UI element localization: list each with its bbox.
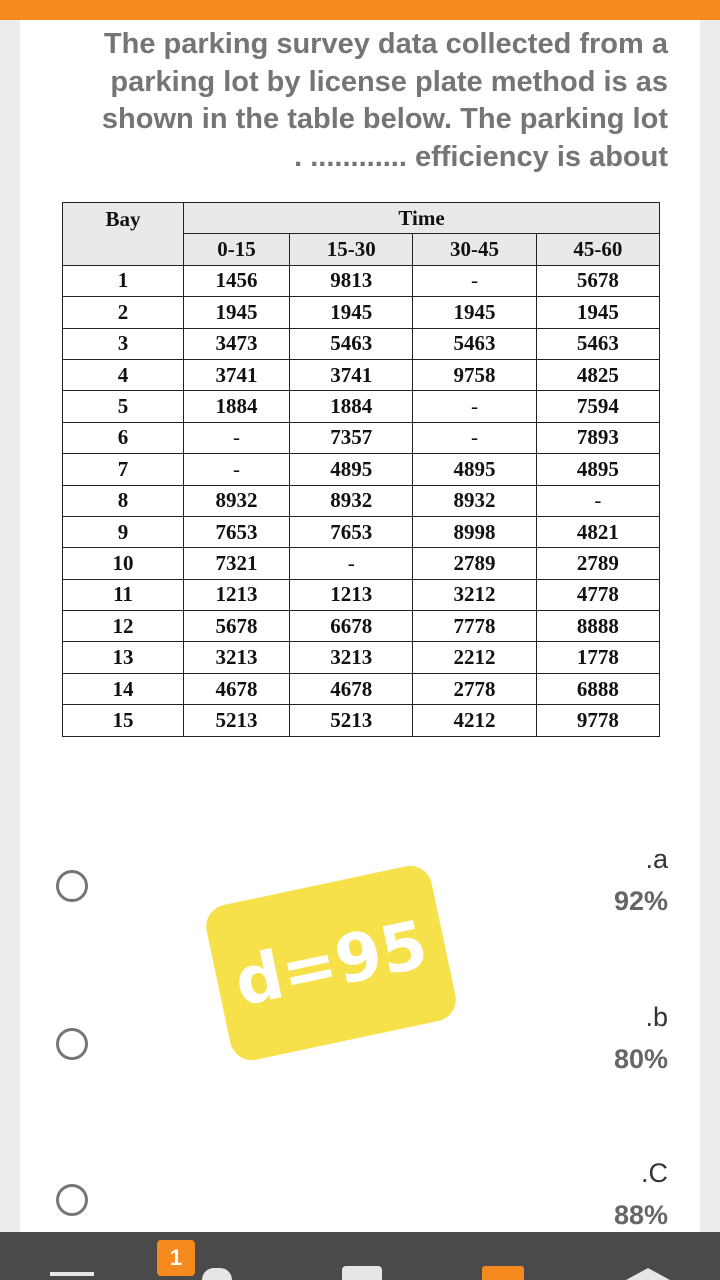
plate-count-cell: 4895: [290, 454, 413, 485]
question-text: [60, 26, 668, 176]
plate-count-cell: 3741: [184, 359, 290, 390]
plate-count-cell: 5678: [184, 611, 290, 642]
option-letter: .C: [641, 1158, 668, 1188]
bottom-navigation: [0, 1232, 720, 1280]
plate-count-cell: -: [413, 422, 536, 453]
plate-count-cell: 8888: [536, 611, 659, 642]
bay-number-cell: 1: [63, 265, 184, 296]
plate-count-cell: 5463: [413, 328, 536, 359]
plate-count-cell: 8932: [290, 485, 413, 516]
plate-count-cell: -: [184, 422, 290, 453]
option-value: 88%: [613, 1200, 668, 1230]
plate-count-cell: 3473: [184, 328, 290, 359]
plate-count-cell: -: [184, 454, 290, 485]
option-letter: .b: [645, 1002, 668, 1032]
table-row: [63, 705, 660, 736]
plate-count-cell: 7321: [184, 548, 290, 579]
table-row: [63, 359, 660, 390]
time-header: Time: [184, 203, 660, 234]
option-value: 92%: [613, 886, 668, 916]
table-body: [63, 265, 660, 736]
plate-count-cell: 6888: [536, 673, 659, 704]
plate-count-cell: 2212: [413, 642, 536, 673]
plate-count-cell: 7653: [290, 516, 413, 547]
plate-count-cell: 8932: [184, 485, 290, 516]
question-line-2: parking lot by license plate method is as: [110, 65, 668, 98]
sticker-text: d=95: [227, 905, 435, 1021]
plate-count-cell: 5463: [536, 328, 659, 359]
plate-count-cell: 7653: [184, 516, 290, 547]
bay-header: Bay: [63, 203, 184, 266]
plate-count-cell: 1213: [290, 579, 413, 610]
plate-count-cell: 7357: [290, 422, 413, 453]
time-column-header: 0-15: [184, 234, 290, 265]
question-line-4: . ............ efficiency is about: [294, 140, 668, 173]
plate-count-cell: 4895: [536, 454, 659, 485]
plate-count-cell: 1884: [290, 391, 413, 422]
option-letter: .a: [645, 844, 668, 874]
plate-count-cell: 1456: [184, 265, 290, 296]
option-value: 80%: [613, 1044, 668, 1074]
table-row: [63, 454, 660, 485]
plate-count-cell: 7594: [536, 391, 659, 422]
parking-survey-table: [62, 202, 660, 737]
plate-count-cell: 8998: [413, 516, 536, 547]
bay-number-cell: 13: [63, 642, 184, 673]
plate-count-cell: 9778: [536, 705, 659, 736]
table-row: [63, 265, 660, 296]
plate-count-cell: 1945: [413, 297, 536, 328]
plate-count-cell: 2778: [413, 673, 536, 704]
bay-number-cell: 14: [63, 673, 184, 704]
bay-number-cell: 12: [63, 611, 184, 642]
bay-number-cell: 10: [63, 548, 184, 579]
bay-number-cell: 9: [63, 516, 184, 547]
time-column-header: 45-60: [536, 234, 659, 265]
plate-count-cell: -: [413, 265, 536, 296]
time-column-header: 15-30: [290, 234, 413, 265]
table-row: [63, 642, 660, 673]
top-accent-bar: [0, 0, 720, 20]
chat-icon[interactable]: [342, 1266, 382, 1280]
time-column-header: 30-45: [413, 234, 536, 265]
plate-count-cell: 3213: [184, 642, 290, 673]
bay-number-cell: 15: [63, 705, 184, 736]
plate-count-cell: 5463: [290, 328, 413, 359]
plate-count-cell: 2789: [536, 548, 659, 579]
plate-count-cell: 6678: [290, 611, 413, 642]
table-row: [63, 297, 660, 328]
table-row: [63, 485, 660, 516]
plate-count-cell: 4821: [536, 516, 659, 547]
plate-count-cell: 7778: [413, 611, 536, 642]
plate-count-cell: 1945: [290, 297, 413, 328]
calendar-icon[interactable]: [482, 1266, 524, 1280]
bay-number-cell: 2: [63, 297, 184, 328]
question-card: [20, 20, 700, 1232]
table-row: [63, 611, 660, 642]
plate-count-cell: 1945: [536, 297, 659, 328]
question-line-1: The parking survey data collected from a: [103, 28, 668, 60]
plate-count-cell: 8932: [413, 485, 536, 516]
plate-count-cell: 4678: [184, 673, 290, 704]
bay-number-cell: 7: [63, 454, 184, 485]
table-row: [63, 391, 660, 422]
plate-count-cell: 9758: [413, 359, 536, 390]
plate-count-cell: -: [290, 548, 413, 579]
table-row: [63, 579, 660, 610]
plate-count-cell: 1213: [184, 579, 290, 610]
home-icon[interactable]: [626, 1268, 670, 1280]
table-row: [63, 328, 660, 359]
radio-button-b[interactable]: [56, 1028, 88, 1060]
plate-count-cell: 5678: [536, 265, 659, 296]
plate-count-cell: 2789: [413, 548, 536, 579]
bay-number-cell: 8: [63, 485, 184, 516]
bay-number-cell: 11: [63, 579, 184, 610]
plate-count-cell: 1778: [536, 642, 659, 673]
radio-button-c[interactable]: [56, 1184, 88, 1216]
notification-badge[interactable]: 1: [157, 1240, 195, 1276]
table-row: [63, 673, 660, 704]
bay-number-cell: 6: [63, 422, 184, 453]
table-row: [63, 548, 660, 579]
plate-count-cell: 3212: [413, 579, 536, 610]
plate-count-cell: 4895: [413, 454, 536, 485]
plate-count-cell: 7893: [536, 422, 659, 453]
plate-count-cell: -: [536, 485, 659, 516]
plate-count-cell: 3741: [290, 359, 413, 390]
plate-count-cell: -: [413, 391, 536, 422]
plate-count-cell: 4778: [536, 579, 659, 610]
plate-count-cell: 5213: [290, 705, 413, 736]
plate-count-cell: 9813: [290, 265, 413, 296]
plate-count-cell: 1884: [184, 391, 290, 422]
radio-button-a[interactable]: [56, 870, 88, 902]
table-row: [63, 516, 660, 547]
notification-icon[interactable]: [202, 1268, 232, 1280]
plate-count-cell: 5213: [184, 705, 290, 736]
plate-count-cell: 4678: [290, 673, 413, 704]
plate-count-cell: 4212: [413, 705, 536, 736]
bay-number-cell: 4: [63, 359, 184, 390]
plate-count-cell: 4825: [536, 359, 659, 390]
bay-number-cell: 5: [63, 391, 184, 422]
bay-number-cell: 3: [63, 328, 184, 359]
menu-icon[interactable]: [50, 1272, 94, 1276]
plate-count-cell: 1945: [184, 297, 290, 328]
question-line-3: shown in the table below. The parking lot: [101, 103, 668, 135]
plate-count-cell: 3213: [290, 642, 413, 673]
table-row: [63, 422, 660, 453]
